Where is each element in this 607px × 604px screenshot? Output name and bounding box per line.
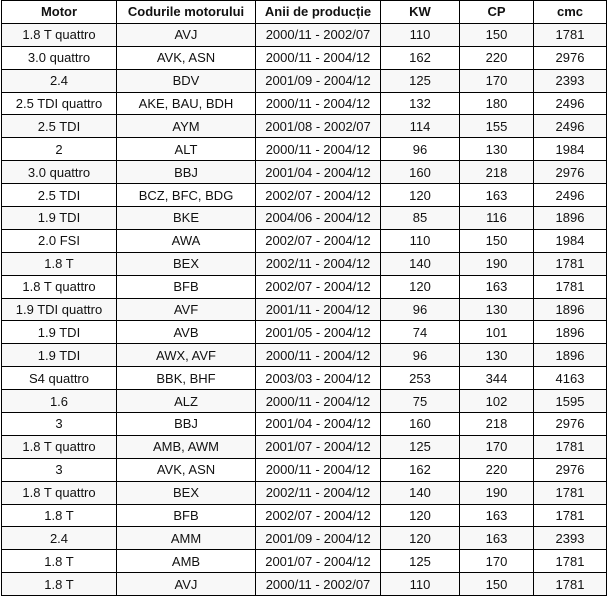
cell-production-years: 2002/07 - 2004/12 xyxy=(256,184,381,207)
cell-production-years: 2001/05 - 2004/12 xyxy=(256,321,381,344)
cell-motor: 1.8 T xyxy=(2,550,117,573)
cell-kw: 96 xyxy=(381,298,460,321)
table-row xyxy=(2,458,607,481)
cell-cp: 116 xyxy=(460,207,534,230)
table-row xyxy=(2,413,607,436)
cell-motor: 1.8 T xyxy=(2,252,117,275)
cell-cp: 130 xyxy=(460,138,534,161)
cell-engine-codes: BEX xyxy=(117,481,256,504)
cell-cp: 163 xyxy=(460,527,534,550)
table-row xyxy=(2,184,607,207)
table-row xyxy=(2,527,607,550)
cell-kw: 96 xyxy=(381,344,460,367)
cell-engine-codes: BBK, BHF xyxy=(117,367,256,390)
cell-engine-codes: BFB xyxy=(117,504,256,527)
cell-cmc: 1781 xyxy=(534,435,607,458)
cell-engine-codes: AVF xyxy=(117,298,256,321)
cell-cmc: 1781 xyxy=(534,23,607,46)
cell-kw: 140 xyxy=(381,481,460,504)
cell-motor: 1.9 TDI xyxy=(2,344,117,367)
table-row xyxy=(2,115,607,138)
cell-kw: 132 xyxy=(381,92,460,115)
cell-cp: 344 xyxy=(460,367,534,390)
cell-production-years: 2002/11 - 2004/12 xyxy=(256,481,381,504)
cell-motor: 3 xyxy=(2,413,117,436)
cell-motor: 1.8 T quattro xyxy=(2,275,117,298)
table-row xyxy=(2,252,607,275)
cell-kw: 162 xyxy=(381,46,460,69)
cell-cmc: 2976 xyxy=(534,413,607,436)
table-row xyxy=(2,207,607,230)
table-row xyxy=(2,435,607,458)
cell-engine-codes: AWA xyxy=(117,229,256,252)
cell-kw: 120 xyxy=(381,184,460,207)
cell-engine-codes: BEX xyxy=(117,252,256,275)
cell-kw: 253 xyxy=(381,367,460,390)
cell-motor: 3.0 quattro xyxy=(2,46,117,69)
cell-production-years: 2003/03 - 2004/12 xyxy=(256,367,381,390)
table-row xyxy=(2,46,607,69)
header-motor: Motor xyxy=(2,1,117,24)
cell-cp: 170 xyxy=(460,435,534,458)
cell-cmc: 2496 xyxy=(534,92,607,115)
cell-cmc: 2496 xyxy=(534,115,607,138)
cell-cp: 163 xyxy=(460,184,534,207)
cell-kw: 162 xyxy=(381,458,460,481)
table-row xyxy=(2,573,607,596)
table-body xyxy=(2,23,607,595)
cell-production-years: 2000/11 - 2004/12 xyxy=(256,138,381,161)
cell-kw: 96 xyxy=(381,138,460,161)
cell-engine-codes: BBJ xyxy=(117,161,256,184)
header-engine-codes: Codurile motorului xyxy=(117,1,256,24)
cell-engine-codes: AVK, ASN xyxy=(117,458,256,481)
header-production-years: Anii de producție xyxy=(256,1,381,24)
cell-cp: 180 xyxy=(460,92,534,115)
cell-cmc: 2393 xyxy=(534,527,607,550)
cell-cmc: 1896 xyxy=(534,298,607,321)
table-row xyxy=(2,229,607,252)
cell-production-years: 2000/11 - 2004/12 xyxy=(256,92,381,115)
cell-kw: 160 xyxy=(381,413,460,436)
cell-kw: 110 xyxy=(381,573,460,596)
cell-production-years: 2001/07 - 2004/12 xyxy=(256,550,381,573)
cell-cmc: 1781 xyxy=(534,573,607,596)
cell-production-years: 2004/06 - 2004/12 xyxy=(256,207,381,230)
cell-engine-codes: ALZ xyxy=(117,390,256,413)
cell-motor: 2.5 TDI xyxy=(2,115,117,138)
cell-cp: 150 xyxy=(460,23,534,46)
cell-kw: 125 xyxy=(381,435,460,458)
table-row xyxy=(2,161,607,184)
cell-production-years: 2000/11 - 2004/12 xyxy=(256,46,381,69)
cell-kw: 120 xyxy=(381,504,460,527)
cell-cp: 163 xyxy=(460,275,534,298)
cell-cmc: 1896 xyxy=(534,207,607,230)
header-cp: CP xyxy=(460,1,534,24)
cell-production-years: 2001/04 - 2004/12 xyxy=(256,161,381,184)
table-row xyxy=(2,275,607,298)
cell-cp: 163 xyxy=(460,504,534,527)
cell-motor: 1.8 T quattro xyxy=(2,23,117,46)
cell-production-years: 2002/11 - 2004/12 xyxy=(256,252,381,275)
cell-engine-codes: BFB xyxy=(117,275,256,298)
cell-engine-codes: AKE, BAU, BDH xyxy=(117,92,256,115)
cell-motor: 2.4 xyxy=(2,527,117,550)
table-row xyxy=(2,481,607,504)
cell-production-years: 2000/11 - 2004/12 xyxy=(256,458,381,481)
cell-motor: 1.6 xyxy=(2,390,117,413)
cell-engine-codes: AWX, AVF xyxy=(117,344,256,367)
cell-kw: 114 xyxy=(381,115,460,138)
cell-engine-codes: BBJ xyxy=(117,413,256,436)
cell-kw: 160 xyxy=(381,161,460,184)
table-row xyxy=(2,504,607,527)
cell-cp: 102 xyxy=(460,390,534,413)
cell-motor: 3 xyxy=(2,458,117,481)
cell-production-years: 2001/11 - 2004/12 xyxy=(256,298,381,321)
cell-motor: 2.5 TDI xyxy=(2,184,117,207)
cell-cmc: 2976 xyxy=(534,458,607,481)
cell-kw: 110 xyxy=(381,229,460,252)
cell-cp: 218 xyxy=(460,413,534,436)
cell-cp: 101 xyxy=(460,321,534,344)
table-row xyxy=(2,92,607,115)
cell-cmc: 1781 xyxy=(534,504,607,527)
cell-engine-codes: AVK, ASN xyxy=(117,46,256,69)
cell-cmc: 2976 xyxy=(534,46,607,69)
cell-production-years: 2000/11 - 2002/07 xyxy=(256,23,381,46)
cell-kw: 140 xyxy=(381,252,460,275)
cell-production-years: 2001/07 - 2004/12 xyxy=(256,435,381,458)
cell-kw: 110 xyxy=(381,23,460,46)
table-row xyxy=(2,69,607,92)
cell-kw: 85 xyxy=(381,207,460,230)
cell-kw: 120 xyxy=(381,275,460,298)
cell-cmc: 1781 xyxy=(534,550,607,573)
cell-cp: 130 xyxy=(460,344,534,367)
cell-cmc: 1781 xyxy=(534,252,607,275)
cell-production-years: 2002/07 - 2004/12 xyxy=(256,504,381,527)
table-row xyxy=(2,550,607,573)
cell-cmc: 1984 xyxy=(534,138,607,161)
table-row xyxy=(2,23,607,46)
cell-engine-codes: AVJ xyxy=(117,573,256,596)
cell-production-years: 2000/11 - 2004/12 xyxy=(256,344,381,367)
cell-motor: 2.4 xyxy=(2,69,117,92)
cell-motor: 1.8 T xyxy=(2,504,117,527)
cell-cp: 220 xyxy=(460,46,534,69)
cell-cp: 150 xyxy=(460,229,534,252)
cell-motor: 1.8 T quattro xyxy=(2,435,117,458)
cell-cp: 170 xyxy=(460,69,534,92)
cell-motor: 1.8 T quattro xyxy=(2,481,117,504)
cell-motor: 2.5 TDI quattro xyxy=(2,92,117,115)
cell-production-years: 2002/07 - 2004/12 xyxy=(256,229,381,252)
cell-cmc: 2393 xyxy=(534,69,607,92)
cell-motor: S4 quattro xyxy=(2,367,117,390)
cell-engine-codes: BKE xyxy=(117,207,256,230)
cell-motor: 1.9 TDI quattro xyxy=(2,298,117,321)
cell-cmc: 2496 xyxy=(534,184,607,207)
cell-cmc: 4163 xyxy=(534,367,607,390)
engine-specs-table xyxy=(1,0,607,596)
cell-kw: 75 xyxy=(381,390,460,413)
cell-motor: 1.9 TDI xyxy=(2,207,117,230)
cell-engine-codes: AMM xyxy=(117,527,256,550)
cell-engine-codes: ALT xyxy=(117,138,256,161)
header-cmc: cmc xyxy=(534,1,607,24)
table-row xyxy=(2,298,607,321)
cell-engine-codes: AYM xyxy=(117,115,256,138)
cell-engine-codes: AVB xyxy=(117,321,256,344)
table-row xyxy=(2,344,607,367)
cell-kw: 125 xyxy=(381,69,460,92)
cell-engine-codes: AVJ xyxy=(117,23,256,46)
cell-cp: 155 xyxy=(460,115,534,138)
cell-cmc: 1781 xyxy=(534,481,607,504)
table-row xyxy=(2,390,607,413)
cell-motor: 1.9 TDI xyxy=(2,321,117,344)
cell-kw: 74 xyxy=(381,321,460,344)
cell-cp: 190 xyxy=(460,252,534,275)
cell-cp: 220 xyxy=(460,458,534,481)
cell-cmc: 1781 xyxy=(534,275,607,298)
cell-motor: 1.8 T xyxy=(2,573,117,596)
header-kw: KW xyxy=(381,1,460,24)
cell-production-years: 2000/11 - 2002/07 xyxy=(256,573,381,596)
cell-cmc: 2976 xyxy=(534,161,607,184)
cell-cp: 170 xyxy=(460,550,534,573)
cell-production-years: 2001/04 - 2004/12 xyxy=(256,413,381,436)
table-row xyxy=(2,321,607,344)
cell-engine-codes: AMB xyxy=(117,550,256,573)
cell-kw: 120 xyxy=(381,527,460,550)
cell-motor: 2 xyxy=(2,138,117,161)
cell-engine-codes: BDV xyxy=(117,69,256,92)
table-header-row xyxy=(2,1,607,24)
cell-engine-codes: AMB, AWM xyxy=(117,435,256,458)
cell-cmc: 1984 xyxy=(534,229,607,252)
cell-kw: 125 xyxy=(381,550,460,573)
cell-production-years: 2001/08 - 2002/07 xyxy=(256,115,381,138)
cell-motor: 2.0 FSI xyxy=(2,229,117,252)
cell-cp: 218 xyxy=(460,161,534,184)
cell-cp: 190 xyxy=(460,481,534,504)
cell-cmc: 1595 xyxy=(534,390,607,413)
table-row xyxy=(2,367,607,390)
cell-cmc: 1896 xyxy=(534,344,607,367)
cell-production-years: 2001/09 - 2004/12 xyxy=(256,69,381,92)
cell-cmc: 1896 xyxy=(534,321,607,344)
cell-cp: 150 xyxy=(460,573,534,596)
table-row xyxy=(2,138,607,161)
cell-cp: 130 xyxy=(460,298,534,321)
cell-production-years: 2001/09 - 2004/12 xyxy=(256,527,381,550)
cell-production-years: 2002/07 - 2004/12 xyxy=(256,275,381,298)
cell-engine-codes: BCZ, BFC, BDG xyxy=(117,184,256,207)
cell-motor: 3.0 quattro xyxy=(2,161,117,184)
cell-production-years: 2000/11 - 2004/12 xyxy=(256,390,381,413)
